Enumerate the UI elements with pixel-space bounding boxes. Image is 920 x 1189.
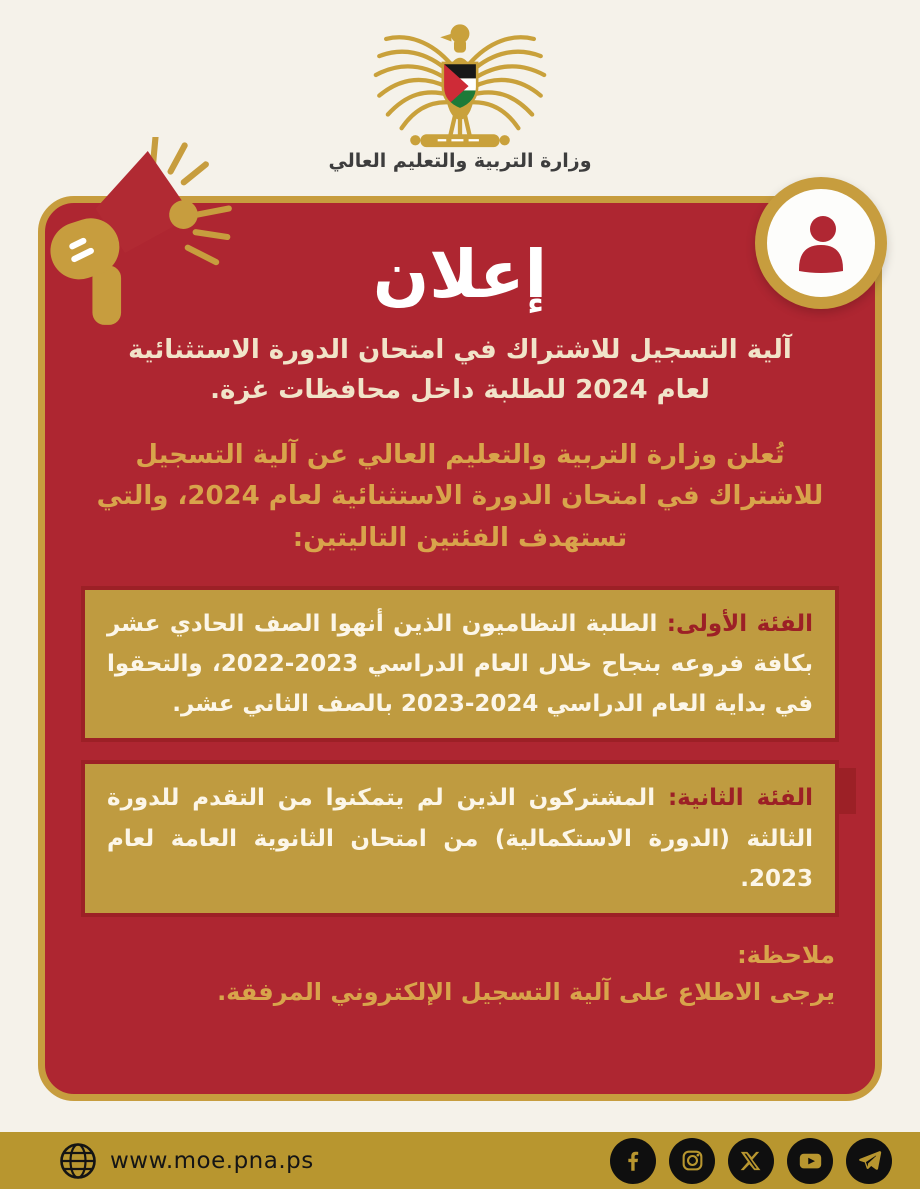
- announcement-subtitle: آلية التسجيل للاشتراك في امتحان الدورة الاستثنائية لعام 2024 للطلبة داخل محافظات غزة.: [128, 335, 792, 406]
- bookmark-tab: [839, 768, 856, 814]
- facebook-icon[interactable]: [610, 1138, 656, 1184]
- person-icon: [789, 211, 853, 275]
- second-category-label: الفئة الثانية:: [667, 785, 813, 812]
- announcement-intro: تُعلن وزارة التربية والتعليم العالي عن آلية التسجيل للاشتراك في امتحان الدورة الاستثنائية لعام 2024، والتي تستهدف الفئتين التاليتين:: [96, 439, 824, 553]
- website-link[interactable]: [58, 1141, 314, 1181]
- first-category-box: [81, 586, 839, 743]
- note-text: يرجى الاطلاع على آلية التسجيل الإلكتروني المرفقة.: [217, 978, 835, 1007]
- telegram-icon[interactable]: [846, 1138, 892, 1184]
- social-icons: [610, 1138, 892, 1184]
- ministry-name: وزارة التربية والتعليم العالي: [328, 150, 592, 172]
- website-url: www.moe.pna.ps: [110, 1147, 314, 1174]
- second-category-text: المشتركون الذين لم يتمكنوا من التقدم للدورة الثالثة (الدورة الاستكمالية) من امتحان الثانوية العامة لعام 2023.: [107, 785, 813, 892]
- instagram-icon[interactable]: [669, 1138, 715, 1184]
- note: [81, 937, 835, 1011]
- announcement-card: [38, 196, 882, 1101]
- first-category-text: الطلبة النظاميون الذين أنهوا الصف الحادي عشر بكافة فروعه بنجاح خلال العام الدراسي 2023-2022، والتحقوا في بداية العام الدراسي 2024-2023 بالصف الثاني عشر.: [107, 610, 813, 718]
- footer-bar: [0, 1132, 920, 1189]
- person-badge-inner: [767, 189, 875, 297]
- palestine-eagle-emblem-icon: [355, 8, 565, 154]
- x-icon[interactable]: [728, 1138, 774, 1184]
- globe-icon: [58, 1141, 98, 1181]
- second-category-box: [81, 760, 839, 917]
- youtube-icon[interactable]: [787, 1138, 833, 1184]
- first-category-label: الفئة الأولى:: [666, 610, 813, 637]
- person-badge: [755, 177, 887, 309]
- announcement-title: إعلان: [372, 236, 548, 313]
- note-label: ملاحظة:: [737, 941, 835, 970]
